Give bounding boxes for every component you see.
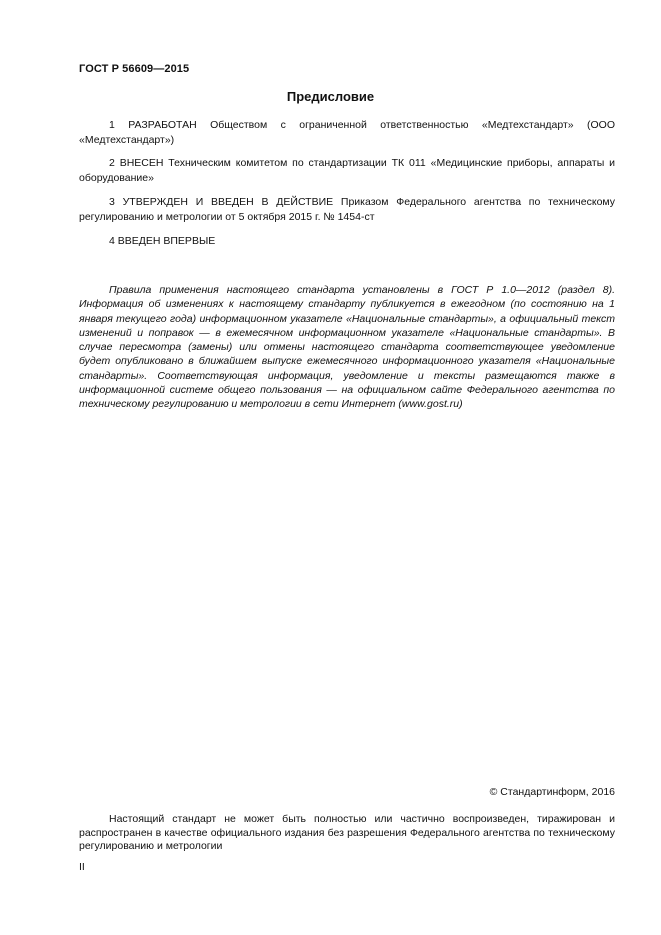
preface-item-4: 4 ВВЕДЕН ВПЕРВЫЕ [109, 235, 216, 247]
preface-item-2: 2 ВНЕСЕН Техническим комитетом по стандартизации ТК 011 «Медицинские приборы, аппараты и оборудование» [79, 157, 615, 184]
preface-item-1: 1 РАЗРАБОТАН Обществом с ограниченной ответственностью «Медтехстандарт» (ООО «Медтехстандарт») [79, 119, 615, 146]
reproduction-notice: Настоящий стандарт не может быть полностью или частично воспроизведен, тиражирован и распространен в качестве официального издания без разрешения Федерального агентства по техническому регулированию и метрологии [79, 813, 615, 852]
document-code: ГОСТ Р 56609—2015 [79, 63, 190, 75]
preface-item-3: 3 УТВЕРЖДЕН И ВВЕДЕН В ДЕЙСТВИЕ Приказом Федерального агентства по техническому регулированию и метрологии от 5 октября 2015 г. № 1454-ст [79, 196, 615, 223]
page-number: II [79, 861, 85, 873]
preface-title: Предисловие [286, 89, 375, 104]
rules-note: Правила применения настоящего стандарта установлены в ГОСТ Р 1.0—2012 (раздел 8). Информация об изменениях к настоящему стандарту публикуется в ежегодном (по состоянию на 1 января текущего года) информационном указателе «Национальные стандарты», а официальный текст изменений и поправок — в ежемесячном информационном указателе «Национальные стандарты». В случае пересмотра (замены) или отмены настоящего стандарта соответствующее уведомление будет опубликовано в ближайшем выпуске ежемесячного информационного указателя «Национальные стандарты». Соответствующая информация, уведомление и тексты размещаются также в информационной системе общего пользования — на официальном сайте Федерального агентства по техническому регулированию и метрологии в сети Интернет (www.gost.ru) [79, 284, 615, 411]
copyright-notice: © Стандартинформ, 2016 [489, 786, 615, 798]
